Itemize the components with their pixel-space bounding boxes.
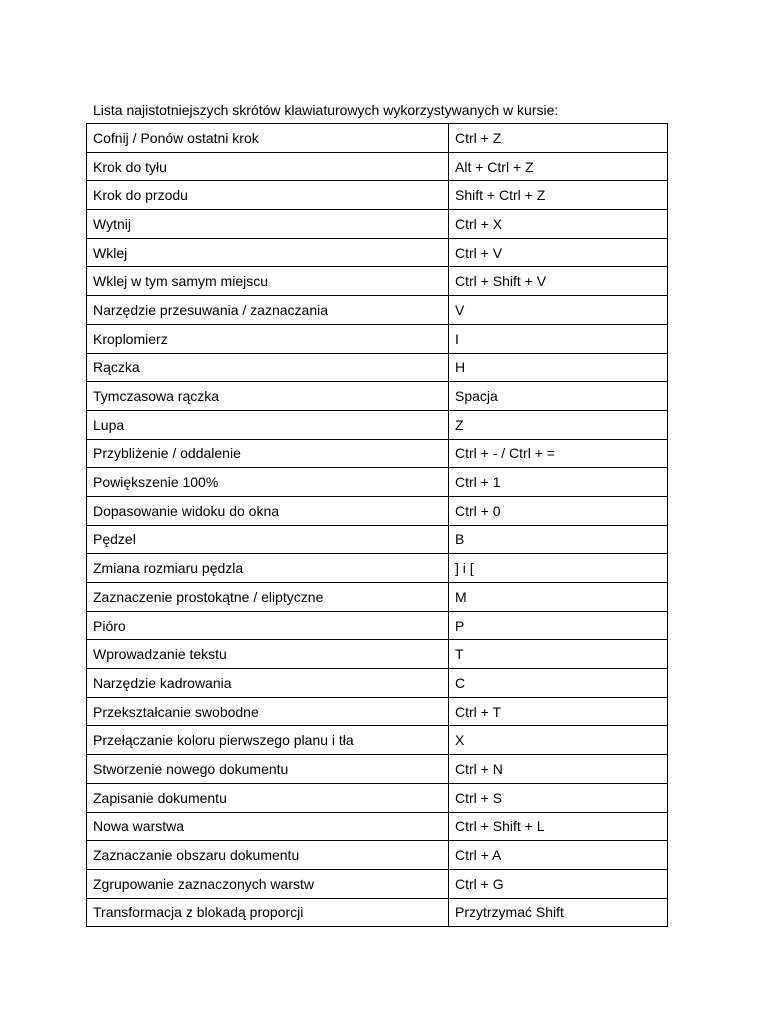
table-row: [87, 869, 668, 898]
table-row: [87, 353, 668, 382]
shortcut-action: Zmiana rozmiaru pędzla: [87, 554, 449, 583]
shortcut-action: Krok do tyłu: [87, 152, 449, 181]
table-row: [87, 841, 668, 870]
shortcut-action: Rączka: [87, 353, 449, 382]
shortcut-action: Zgrupowanie zaznaczonych warstw: [87, 869, 449, 898]
shortcut-keys: C: [449, 669, 668, 698]
shortcut-action: Zaznaczenie prostokątne / eliptyczne: [87, 583, 449, 612]
shortcut-keys: Z: [449, 410, 668, 439]
table-row: [87, 410, 668, 439]
table-row: [87, 611, 668, 640]
shortcut-action: Wprowadzanie tekstu: [87, 640, 449, 669]
table-row: [87, 783, 668, 812]
shortcut-action: Narzędzie przesuwania / zaznaczania: [87, 296, 449, 325]
shortcut-action: Przybliżenie / oddalenie: [87, 439, 449, 468]
table-row: [87, 554, 668, 583]
shortcut-action: Stworzenie nowego dokumentu: [87, 755, 449, 784]
shortcut-action: Dopasowanie widoku do okna: [87, 496, 449, 525]
shortcut-action: Przełączanie koloru pierwszego planu i tła: [87, 726, 449, 755]
table-row: [87, 525, 668, 554]
table-row: [87, 324, 668, 353]
shortcut-keys: Przytrzymać Shift: [449, 898, 668, 927]
shortcut-keys: Ctrl + 0: [449, 496, 668, 525]
table-row: [87, 152, 668, 181]
table-row: [87, 812, 668, 841]
table-row: [87, 439, 668, 468]
table-row: [87, 898, 668, 927]
intro-text: Lista najistotniejszych skrótów klawiaturowych wykorzystywanych w kursie:: [93, 102, 559, 118]
shortcut-action: Powiększenie 100%: [87, 468, 449, 497]
shortcut-keys: Alt + Ctrl + Z: [449, 152, 668, 181]
shortcut-action: Lupa: [87, 410, 449, 439]
shortcut-keys: P: [449, 611, 668, 640]
table-row: [87, 496, 668, 525]
shortcuts-table-body: [87, 124, 668, 927]
shortcut-keys: I: [449, 324, 668, 353]
shortcut-keys: T: [449, 640, 668, 669]
shortcut-keys: Ctrl + 1: [449, 468, 668, 497]
shortcut-action: Zaznaczanie obszaru dokumentu: [87, 841, 449, 870]
shortcut-keys: Ctrl + Shift + L: [449, 812, 668, 841]
table-row: [87, 468, 668, 497]
table-row: [87, 210, 668, 239]
table-row: [87, 238, 668, 267]
shortcut-keys: Ctrl + Z: [449, 124, 668, 153]
shortcuts-table: [86, 123, 668, 927]
table-row: [87, 726, 668, 755]
table-row: [87, 669, 668, 698]
shortcut-action: Przekształcanie swobodne: [87, 697, 449, 726]
shortcut-keys: Ctrl + - / Ctrl + =: [449, 439, 668, 468]
shortcut-keys: Ctrl + Shift + V: [449, 267, 668, 296]
shortcut-keys: V: [449, 296, 668, 325]
shortcut-action: Cofnij / Ponów ostatni krok: [87, 124, 449, 153]
shortcut-keys: Ctrl + T: [449, 697, 668, 726]
shortcut-action: Krok do przodu: [87, 181, 449, 210]
table-row: [87, 697, 668, 726]
shortcut-action: Pióro: [87, 611, 449, 640]
shortcut-keys: Ctrl + X: [449, 210, 668, 239]
table-row: [87, 296, 668, 325]
shortcut-action: Pędzel: [87, 525, 449, 554]
shortcut-action: Tymczasowa rączka: [87, 382, 449, 411]
shortcut-action: Transformacja z blokadą proporcji: [87, 898, 449, 927]
shortcut-action: Zapisanie dokumentu: [87, 783, 449, 812]
shortcut-keys: Shift + Ctrl + Z: [449, 181, 668, 210]
shortcut-keys: M: [449, 583, 668, 612]
table-row: [87, 382, 668, 411]
shortcut-action: Wklej: [87, 238, 449, 267]
shortcut-keys: H: [449, 353, 668, 382]
shortcut-keys: Ctrl + A: [449, 841, 668, 870]
shortcut-action: Kroplomierz: [87, 324, 449, 353]
table-row: [87, 267, 668, 296]
table-row: [87, 583, 668, 612]
shortcut-keys: Spacja: [449, 382, 668, 411]
shortcut-action: Nowa warstwa: [87, 812, 449, 841]
shortcut-action: Wklej w tym samym miejscu: [87, 267, 449, 296]
table-row: [87, 640, 668, 669]
table-row: [87, 755, 668, 784]
table-row: [87, 124, 668, 153]
shortcut-keys: Ctrl + N: [449, 755, 668, 784]
shortcut-keys: Ctrl + S: [449, 783, 668, 812]
shortcut-keys: Ctrl + V: [449, 238, 668, 267]
shortcut-keys: X: [449, 726, 668, 755]
shortcut-action: Narzędzie kadrowania: [87, 669, 449, 698]
shortcut-keys: B: [449, 525, 668, 554]
table-row: [87, 181, 668, 210]
shortcut-action: Wytnij: [87, 210, 449, 239]
shortcut-keys: Ctrl + G: [449, 869, 668, 898]
shortcut-keys: ] i [: [449, 554, 668, 583]
